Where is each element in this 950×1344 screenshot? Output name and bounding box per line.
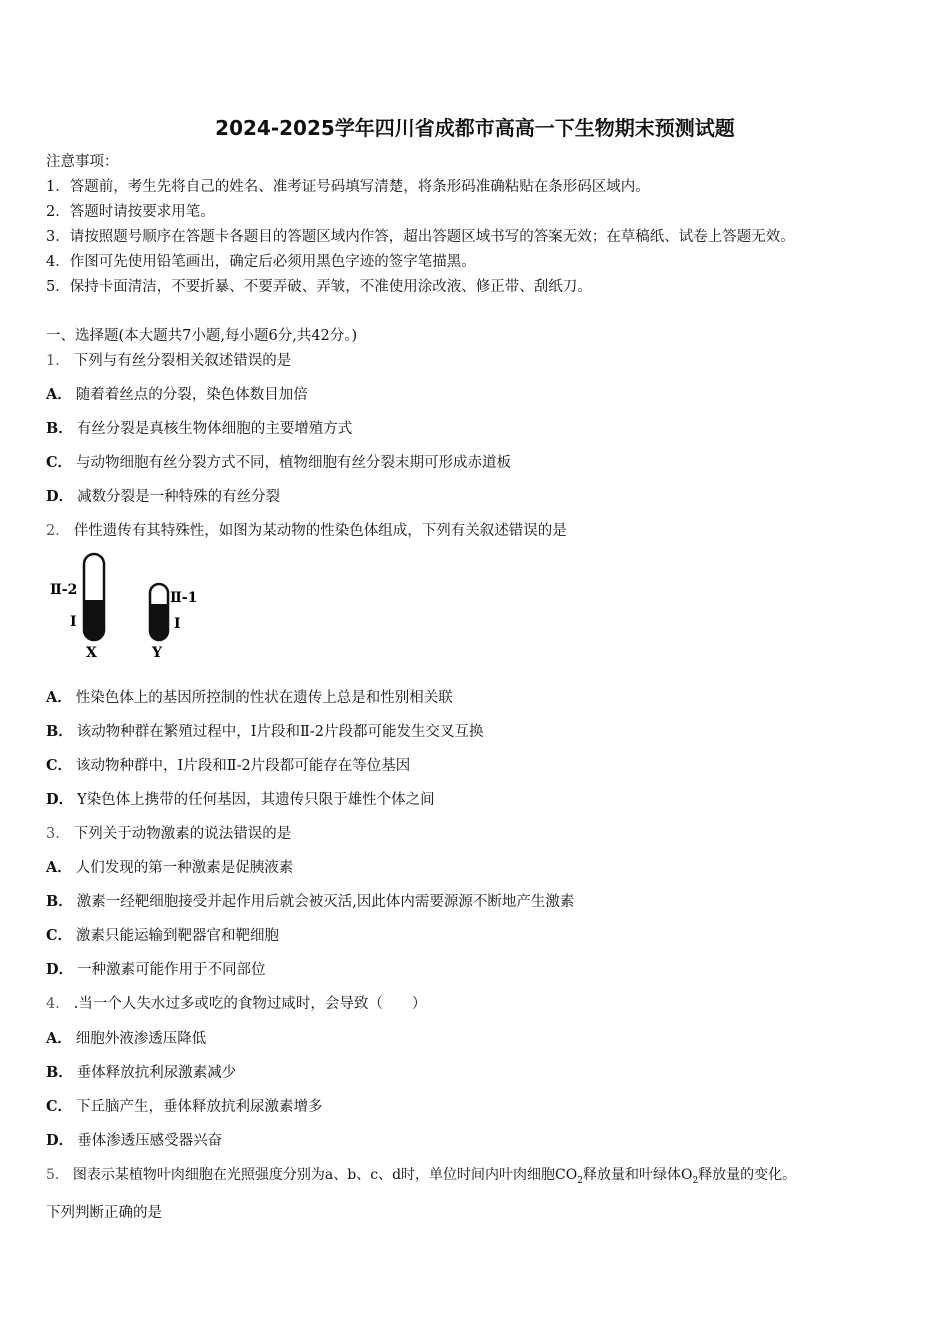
question-2-stem [46,521,567,541]
question-4-option-d [46,1131,222,1151]
question-text-part: 释放量和叶绿体O [582,1167,693,1183]
question-1-stem [46,351,291,371]
question-text: .当一个人失水过多或吃的食物过咸时，会导致（ ） [73,996,427,1012]
question-4-option-a [46,1029,206,1049]
subscript: 2 [577,1175,583,1186]
y-chromosome-label: Y [152,645,162,660]
option-text: 有丝分裂是真核生物体细胞的主要增殖方式 [76,421,353,437]
option-text: 下丘脑产生，垂体释放抗利尿激素增多 [76,1099,323,1115]
question-number: 3． [46,826,70,842]
question-text: 下列与有丝分裂相关叙述错误的是 [73,353,292,369]
question-number: 1． [46,353,70,369]
question-1-option-d [46,487,280,507]
option-letter: A． [46,1030,72,1047]
option-letter: B． [46,893,73,910]
question-3-option-c [46,926,279,946]
question-1-option-a [46,385,308,405]
question-4-stem [46,994,426,1014]
option-text: 垂体渗透压感受器兴奋 [77,1133,223,1149]
option-text: 一种激素可能作用于不同部位 [77,962,266,978]
subscript: 2 [692,1175,699,1186]
y-chromosome [150,584,168,640]
question-number: 2． [46,523,70,539]
question-2-option-d [46,790,435,810]
question-2-option-c [46,756,410,776]
question-3-option-a [46,858,293,878]
question-3-option-d [46,960,266,980]
option-letter: C． [46,927,73,944]
question-text: 伴性遗传有其特殊性，如图为某动物的性染色体组成，下列有关叙述错误的是 [73,523,567,539]
option-text: 细胞外液渗透压降低 [75,1031,207,1047]
option-letter: B． [46,1064,73,1081]
option-letter: D． [46,791,74,808]
question-1-option-b [46,419,352,439]
question-5-stem-line2: 下列判断正确的是 [46,1205,162,1221]
x-chromosome [84,554,104,640]
option-text: 该动物种群中，Ⅰ片段和Ⅱ-2片段都可能存在等位基因 [76,758,411,774]
option-text: 垂体释放抗利尿激素减少 [76,1065,237,1081]
sex-chromosome-figure [40,548,220,660]
option-letter: A． [46,386,72,403]
question-2-option-a [46,688,453,708]
section-heading: 一、选择题(本大题共7小题,每小题6分,共42分。) [46,328,358,344]
question-5-stem [46,1165,796,1191]
question-text-part: 图表示某植物叶肉细胞在光照强度分别为a、b、c、d时，单位时间内叶肉细胞CO [72,1167,578,1183]
notice-heading: 注意事项： [46,154,119,170]
question-4-option-b [46,1063,236,1083]
option-text: 随着着丝点的分裂，染色体数目加倍 [75,387,308,403]
notice-item-1: 1．答题前，考生先将自己的姓名、准考证号码填写清楚，将条形码准确粘贴在条形码区域内。 [46,179,650,195]
x-chromosome-label: X [86,645,97,660]
notice-item-2: 2．答题时请按要求用笔。 [46,204,215,220]
option-letter: B． [46,420,73,437]
option-text: 减数分裂是一种特殊的有丝分裂 [77,489,281,505]
question-2-option-b [46,722,483,742]
option-letter: D． [46,488,74,505]
option-letter: D． [46,1132,74,1149]
option-letter: C． [46,757,73,774]
option-letter: C． [46,1098,73,1115]
question-4-option-c [46,1097,323,1117]
option-letter: D． [46,961,74,978]
question-3-option-b [46,892,574,912]
question-number: 4． [46,996,70,1012]
question-number: 5． [46,1167,69,1183]
option-text: 激素只能运输到靶器官和靶细胞 [76,928,280,944]
x-segment-bottom-label: Ⅰ [70,614,77,630]
y-segment-top-label: Ⅱ-1 [170,590,198,606]
option-letter: C． [46,454,73,471]
option-letter: B． [46,723,73,740]
option-text: Y染色体上携带的任何基因，其遗传只限于雄性个体之间 [77,792,435,808]
option-letter: A． [46,689,72,706]
question-text-part: 释放量的变化。 [698,1167,797,1183]
notice-item-3: 3．请按照题号顺序在答题卡各题目的答题区域内作答，超出答题区域书写的答案无效；在草稿纸、试卷上答题无效。 [46,229,795,245]
question-1-option-c [46,453,511,473]
x-segment-top-label: Ⅱ-2 [50,582,78,598]
question-text: 下列关于动物激素的说法错误的是 [73,826,292,842]
option-text: 性染色体上的基因所控制的性状在遗传上总是和性别相关联 [75,690,453,706]
page-title: 2024-2025学年四川省成都市高高一下生物期末预测试题 [215,116,735,140]
y-segment-bottom-label: Ⅰ [174,616,181,632]
option-text: 与动物细胞有丝分裂方式不同，植物细胞有丝分裂末期可形成赤道板 [76,455,512,471]
option-letter: A． [46,859,72,876]
option-text: 该动物种群在繁殖过程中，Ⅰ片段和Ⅱ-2片段都可能发生交叉互换 [76,724,484,740]
notice-item-5: 5．保持卡面清洁，不要折暴、不要弄破、弄皱，不准使用涂改液、修正带、刮纸刀。 [46,279,592,295]
option-text: 激素一经靶细胞接受并起作用后就会被灭活,因此体内需要源源不断地产生激素 [76,894,575,910]
notice-item-4: 4．作图可先使用铅笔画出，确定后必须用黑色字迹的签字笔描黑。 [46,254,476,270]
option-text: 人们发现的第一种激素是促胰液素 [75,860,294,876]
question-3-stem [46,824,291,844]
